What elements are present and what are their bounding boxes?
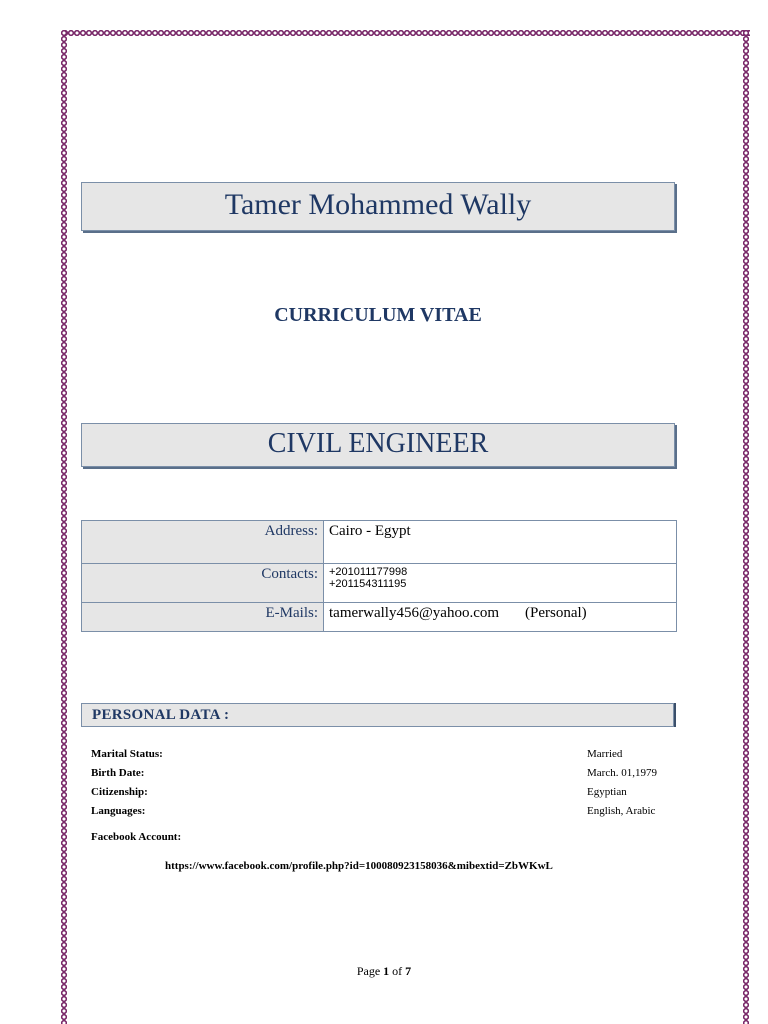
page-of: of: [392, 964, 403, 978]
page-current: 1: [383, 964, 390, 978]
email-cell: [324, 603, 677, 632]
page-number: [0, 964, 768, 979]
emails-label: E-Mails:: [82, 603, 324, 632]
marital-status-value: Married: [587, 748, 623, 760]
citizenship-value: Egyptian: [587, 786, 627, 798]
table-row: [82, 564, 677, 603]
languages-label: Languages:: [91, 805, 146, 817]
facebook-label: Facebook Account:: [91, 831, 182, 843]
contacts-label: Contacts:: [82, 564, 324, 603]
table-row: [82, 603, 677, 632]
phones-cell: [324, 564, 677, 603]
birth-date-value: March. 01,1979: [587, 767, 657, 779]
personal-data-values: [587, 745, 657, 821]
phone-number: +201154311195: [329, 578, 407, 590]
email-type: (Personal): [525, 605, 587, 621]
email-address[interactable]: tamerwally456@yahoo.com: [329, 605, 500, 621]
candidate-name: Tamer Mohammed Wally: [224, 188, 532, 221]
page-prefix: Page: [356, 964, 381, 978]
address-value: Cairo - Egypt: [324, 521, 677, 564]
address-label: Address:: [82, 521, 324, 564]
languages-value: English, Arabic: [587, 805, 656, 817]
role-banner: [81, 423, 675, 467]
contact-table: [81, 520, 677, 632]
citizenship-label: Citizenship:: [91, 786, 148, 798]
page-total: 7: [405, 964, 412, 978]
page-border-left: [60, 30, 68, 1024]
page-border-right: [742, 30, 750, 1024]
phone-number: +201011177998: [329, 566, 408, 578]
personal-data-header: PERSONAL DATA :: [81, 703, 674, 727]
birth-date-label: Birth Date:: [91, 767, 145, 779]
document-title: CURRICULUM VITAE: [274, 304, 482, 326]
facebook-link[interactable]: https://www.facebook.com/profile.php?id=100080923158036&mibextid=ZbWKwL: [165, 860, 553, 872]
personal-data-labels: [91, 745, 163, 821]
page-border-top: [62, 29, 750, 37]
marital-status-label: Marital Status:: [91, 748, 163, 760]
job-title: CIVIL ENGINEER: [267, 428, 489, 459]
name-banner: [81, 182, 675, 231]
table-row: [82, 521, 677, 564]
